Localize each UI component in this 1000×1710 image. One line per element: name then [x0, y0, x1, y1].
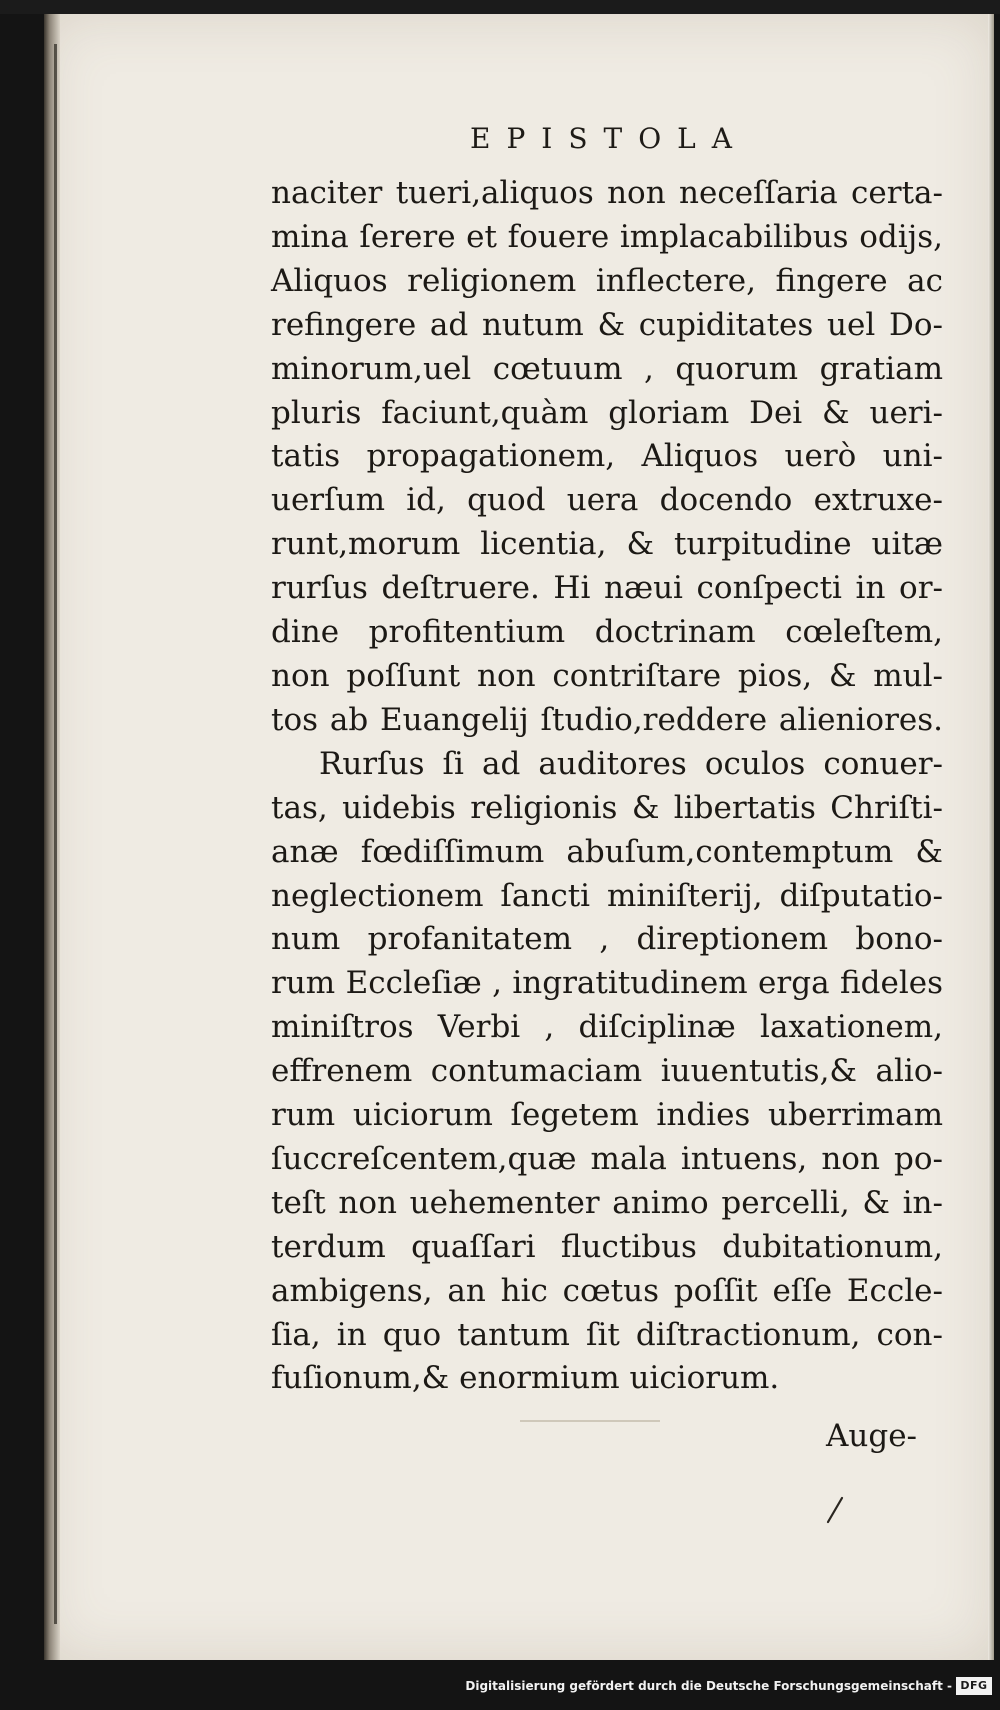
binding-edge [54, 44, 57, 1624]
text-line: ſia, in quo tantum ſit diſtractionum, con- [271, 1316, 943, 1353]
pen-mark-icon [818, 1494, 852, 1526]
text-line: neglectionem ſancti miniſterij, diſputatio- [271, 877, 943, 914]
page-right-edge [988, 14, 994, 1660]
running-headline: EPISTOLA [470, 122, 748, 155]
text-line: non poſſunt non contriſtare pios, & mul- [271, 657, 943, 694]
text-line: Aliquos religionem inflectere, fingere ac [271, 262, 943, 299]
funding-credit: Digitalisierung gefördert durch die Deutsche Forschungsgemeinschaft - [465, 1679, 952, 1693]
text-line: minorum,uel cœtuum , quorum gratiam [271, 350, 943, 387]
bleed-through-rule [520, 1420, 660, 1422]
text-line: naciter tueri,aliquos non neceſſaria certa- [271, 175, 943, 211]
text-line: pluris faciunt,quàm gloriam Dei & ueri- [271, 394, 943, 431]
dfg-logo-icon: DFG [956, 1677, 992, 1695]
text-line: tos ab Euangelij ſtudio,reddere alieniores. [271, 701, 943, 738]
text-line: rurſus deſtruere. Hi næui conſpecti in or- [271, 570, 943, 607]
scan-background-top [0, 0, 1000, 14]
text-line: anæ fœdiſſimum abuſum,contemptum & [271, 833, 943, 870]
text-line: effrenem contumaciam iuuentutis,& alio- [271, 1053, 943, 1090]
text-line: runt,morum licentia, & turpitudine uitæ [271, 526, 943, 563]
text-line-last: fuſionum,& enormium uiciorum. [271, 1360, 780, 1397]
body-text [271, 172, 943, 1401]
text-line: dine profitentium doctrinam cœleſtem, [271, 614, 943, 651]
text-line: ſuccreſcentem,quæ mala intuens, non po- [271, 1140, 943, 1177]
text-line: num profanitatem , direptionem bono- [271, 921, 943, 958]
catchword: Auge- [826, 1418, 918, 1454]
text-line: uerſum id, quod uera docendo extruxe- [271, 482, 943, 519]
text-line: tatis propagationem, Aliquos uerò uni- [271, 438, 943, 475]
text-line: rum Eccleſiæ , ingratitudinem erga fideles [271, 965, 943, 1002]
text-line-paragraph-start: Rurſus ſi ad auditores oculos conuer- [319, 745, 943, 782]
text-line: terdum quaſſari fluctibus dubitationum, [271, 1228, 943, 1265]
text-line: rum uiciorum ſegetem indies uberrimam [271, 1097, 943, 1134]
page-gutter-shadow [44, 14, 60, 1660]
text-line: teſt non uehementer animo percelli, & in- [271, 1184, 943, 1221]
text-line: mina ſerere et fouere implacabilibus odijs, [271, 218, 943, 255]
text-line: ambigens, an hic cœtus poſſit eſſe Eccle- [271, 1272, 943, 1309]
text-line: refingere ad nutum & cupiditates uel Do- [271, 306, 943, 343]
text-line: tas, uidebis religionis & libertatis Chriſti- [271, 789, 943, 826]
text-line: miniſtros Verbi , diſciplinæ laxationem, [271, 1009, 943, 1046]
